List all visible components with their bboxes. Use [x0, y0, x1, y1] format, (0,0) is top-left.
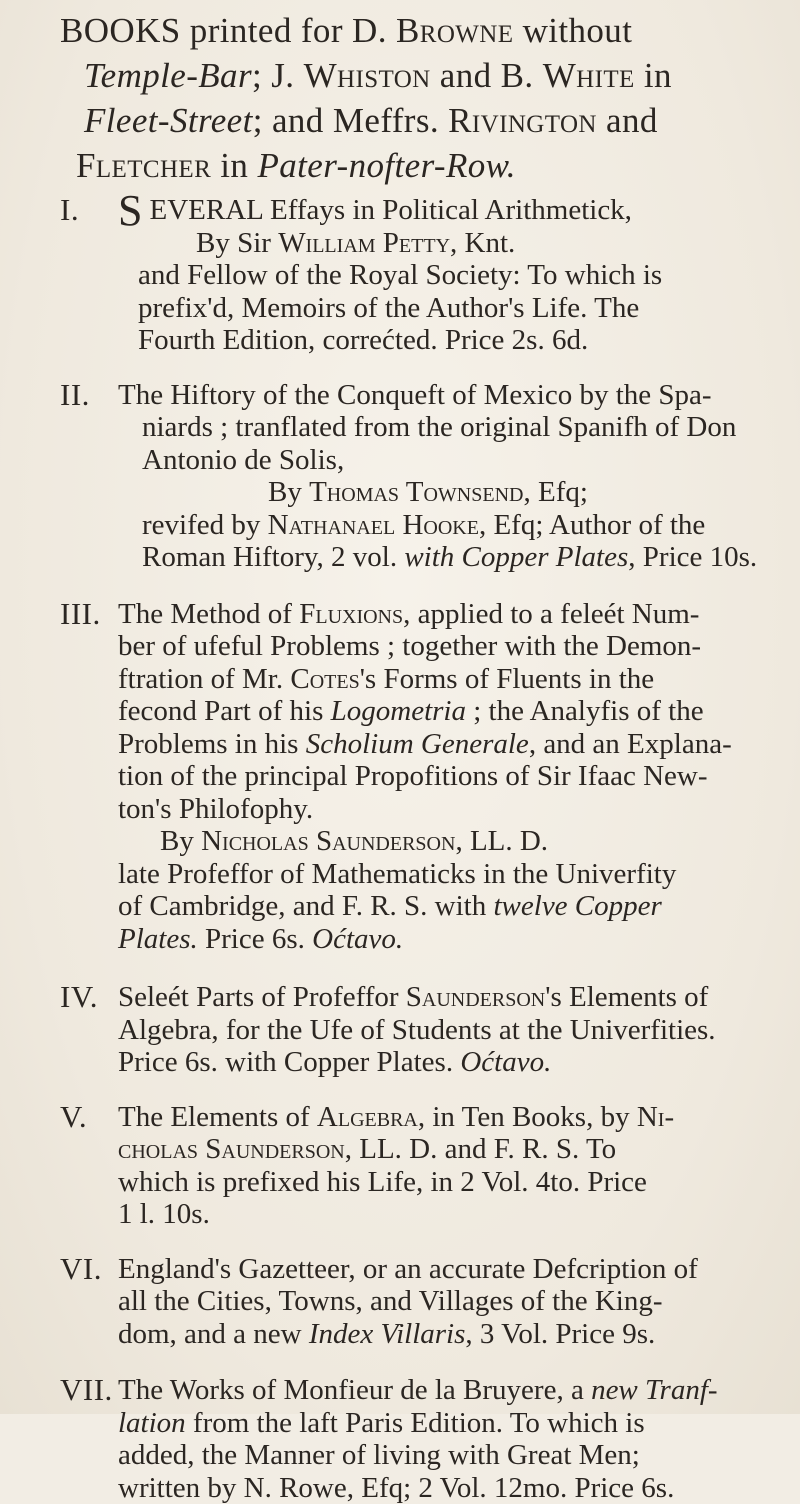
entry-line: The Method of Fluxions, applied to a feleét Num- [118, 598, 778, 631]
entry-line: Seleét Parts of Profeffor Saunderson's Elements of [118, 981, 778, 1014]
entry-line: By Sir William Petty, Knt. [118, 227, 778, 260]
entry-line: By Thomas Townsend, Efq; [118, 476, 778, 509]
book-entry-2 [60, 379, 778, 574]
entry-line: SEVERAL Effays in Political Arithmetick, [118, 194, 778, 227]
book-entry-5 [60, 1101, 778, 1231]
entry-line: dom, and a new Index Villaris, 3 Vol. Price 9s. [118, 1318, 778, 1351]
entry-line: and Fellow of the Royal Society: To which is [118, 259, 778, 292]
entry-line: ton's Philofophy. [118, 793, 778, 826]
entry-line: niards ; tranflated from the original Spanifh of Don [118, 411, 778, 444]
book-entry-3 [60, 598, 778, 956]
book-entry-7 [60, 1374, 778, 1504]
entry-line: lation from the laft Paris Edition. To which is [118, 1407, 778, 1440]
entry-line: all the Cities, Towns, and Villages of the King- [118, 1285, 778, 1318]
entry-line: The Works of Monfieur de la Bruyere, a new Tranf- [118, 1374, 778, 1407]
entry-line: The Elements of Algebra, in Ten Books, by Ni- [118, 1101, 778, 1134]
book-entry-4 [60, 981, 778, 1079]
entry-number: I. [60, 194, 116, 227]
entry-line: Algebra, for the Ufe of Students at the Univerfities. [118, 1014, 778, 1047]
drop-cap: S [118, 196, 145, 226]
entry-line: ber of ufeful Problems ; together with the Demon- [118, 630, 778, 663]
entry-line: prefix'd, Memoirs of the Author's Life. The [118, 292, 778, 325]
entry-line: revifed by Nathanael Hooke, Efq; Author of the [118, 509, 778, 542]
entry-number: III. [60, 598, 116, 631]
entry-number: II. [60, 379, 116, 412]
heading-line-3: Fleet-Street; and Meffrs. Rivington and [60, 98, 778, 143]
heading-line-2: Temple-Bar; J. Whiston and B. White in [60, 53, 778, 98]
entry-line: England's Gazetteer, or an accurate Defcription of [118, 1253, 778, 1286]
entry-line: ftration of Mr. Cotes's Forms of Fluents in the [118, 663, 778, 696]
entry-line: written by N. Rowe, Efq; 2 Vol. 12mo. Price 6s. [118, 1472, 778, 1504]
entry-line: Problems in his Scholium Generale, and an Explana- [118, 728, 778, 761]
entry-number: V. [60, 1101, 116, 1134]
entry-line: added, the Manner of living with Great Men; [118, 1439, 778, 1472]
entry-line: Antonio de Solis, [118, 444, 778, 477]
entry-line: which is prefixed his Life, in 2 Vol. 4to. Price [118, 1166, 778, 1199]
entry-line: fecond Part of his Logometria ; the Analyfis of the [118, 695, 778, 728]
page-heading [60, 8, 778, 188]
entry-line: By Nicholas Saunderson, LL. D. [118, 825, 778, 858]
heading-line-1: BOOKS printed for D. Browne without [60, 8, 778, 53]
entry-number: VI. [60, 1253, 116, 1286]
entry-line: 1 l. 10s. [118, 1198, 778, 1231]
entry-number: VII. [60, 1374, 116, 1407]
entry-line: of Cambridge, and F. R. S. with twelve Copper [118, 890, 778, 923]
entry-line: Fourth Edition, correćted. Price 2s. 6d. [118, 324, 778, 357]
book-entry-6 [60, 1253, 778, 1351]
entry-line: tion of the principal Propofitions of Sir Ifaac New- [118, 760, 778, 793]
entry-line: Roman Hiftory, 2 vol. with Copper Plates, Price 10s. [118, 541, 778, 574]
heading-line-4: Fletcher in Pater-nofter-Row. [60, 143, 778, 188]
entry-line: Plates. Price 6s. Oćtavo. [118, 923, 778, 956]
entry-line: Price 6s. with Copper Plates. Oćtavo. [118, 1046, 778, 1079]
book-entry-1 [60, 194, 778, 357]
entry-line: late Profeffor of Mathematicks in the Univerfity [118, 858, 778, 891]
entry-line: The Hiftory of the Conqueft of Mexico by the Spa- [118, 379, 778, 412]
entry-number: IV. [60, 981, 116, 1014]
entry-line: cholas Saunderson, LL. D. and F. R. S. To [118, 1133, 778, 1166]
